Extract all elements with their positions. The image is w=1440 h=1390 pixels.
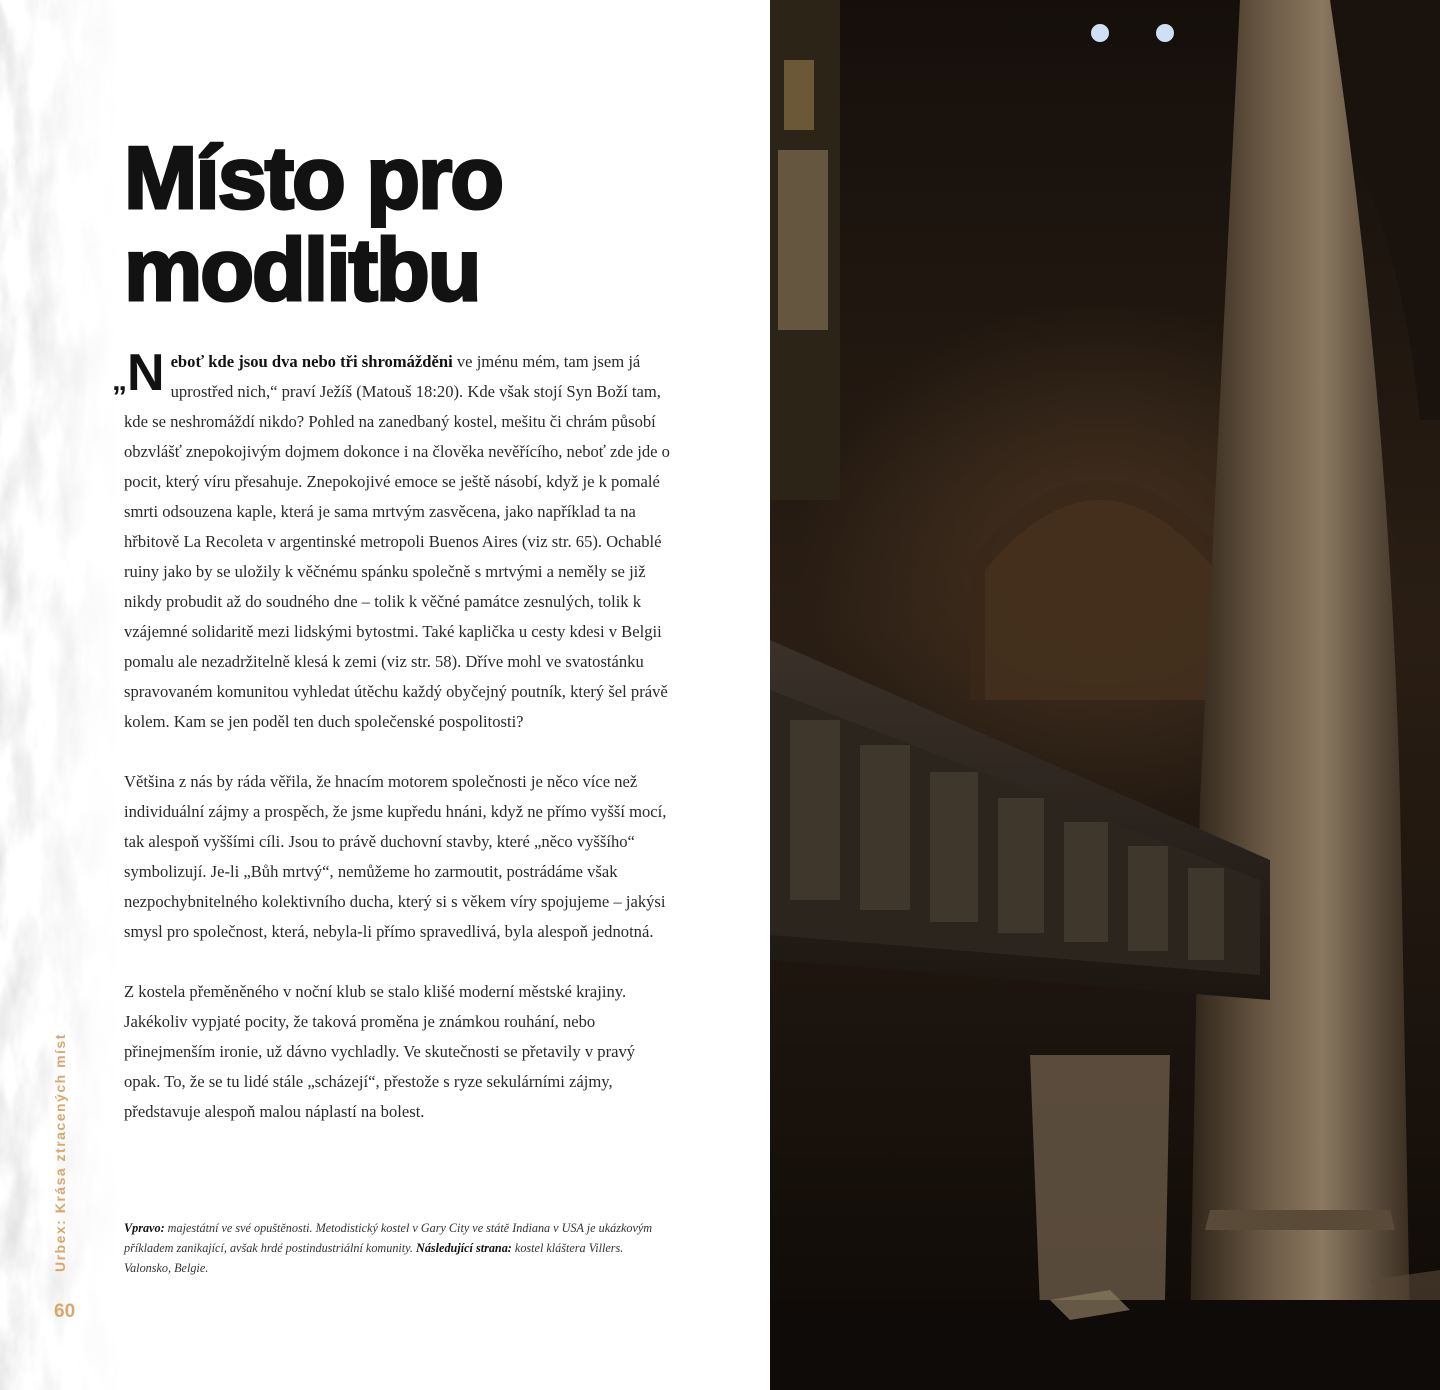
page-title <box>124 128 724 319</box>
caption-text-next: kostel kláštera Villers. Valonsko, Belgie. <box>124 1241 624 1275</box>
drop-cap <box>112 344 165 404</box>
drop-cap-letter: N <box>127 344 165 402</box>
caption-text-right: majestátní ve své opuštěnosti. Metodistický kostel v Gary City ve státě Indiana v USA je ukázkovým příkladem zanikající, avšak hrdé postindustriální komunity. <box>124 1221 653 1255</box>
opening-quote: „ <box>112 364 127 397</box>
caption-label-next: Následující strana: <box>416 1241 512 1255</box>
paragraph-3: Z kostela přeměněného v noční klub se stalo klišé moderní městské krajiny. Jakékoliv vypjaté pocity, že taková proměna je známkou rouhání, nebo přinejmenším ironie, už dávno vychladly. Ve skutečnosti se přetavily v pravý opak. To, že se tu lidé stále „scházejí“, přestože s ryze sekulárními zájmy, představuje alespoň malou náplastí na bolest. <box>124 982 636 1121</box>
caption-label-right: Vpravo: <box>124 1221 165 1235</box>
paragraph-2: Většina z nás by ráda věřila, že hnacím motorem společnosti je něco více než individuální zájmy a prospěch, že jsme kupředu hnáni, když ne přímo vyšší mocí, tak alespoň vyššími cíli. Jsou to právě duchovní stavby, které „něco vyššího“ symbolizují. Je-li „Bůh mrtvý“, nemůžeme ho zarmoutit, postrádáme však nezpochybnitelného kolektivního ducha, který si s věkem víry spojujeme – jakýsi smysl pro společnost, která, nebyla-li přímo spravedlivá, byla alespoň jednotná. <box>124 772 667 941</box>
church-photo <box>770 0 1440 1390</box>
article-body <box>112 344 672 1157</box>
intro-paragraph <box>112 344 672 737</box>
intro-text: ve jménu mém, tam jsem já uprostřed nich,“ praví Ježíš (Matouš 18:20). Kde však stojí Syn Boží tam, kde se neshromáždí nikdo? Pohled na zanedbaný kostel, mešitu či chrám působí obzvlášť znepokojivým dojmem dokonce i na člověka nevěřícího, neboť zde jde o pocit, který víru přesahuje. Znepokojivé emoce se ještě násobí, když je k pomalé smrti odsouzena kaple, která je sama mrtvým zasvěcena, jako například ta na hřbitově La Recoleta v argentinské metropoli Buenos Aires (viz str. 65). Ochablé ruiny jako by se uložily k věčnému spánku společně s mrtvými a neměly se již nikdy probudit až do soudného dne – tolik k věčné památce zesnulých, tolik k vzájemné solidaritě mezi lidskými bytostmi. Také kaplička u cesty kdesi v Belgii pomalu ale nezadržitelně klesá k zemi (viz str. 58). Dříve mohl ve svatostánku spravovaném komunitou vyhledat útěchu každý obyčejný poutník, který šel právě kolem. Kam se jen poděl ten duch společenské pospolitosti? <box>124 352 670 731</box>
church-interior-image <box>770 0 1440 1390</box>
photo-caption <box>124 1218 664 1278</box>
lead-in: eboť kde jsou dva nebo tři shromážděni <box>170 352 453 371</box>
book-title-sidebar: Urbex: Krása ztracených míst <box>52 1033 68 1272</box>
title-line-1: Místo pro <box>124 128 502 227</box>
page-number: 60 <box>54 1301 76 1322</box>
title-line-2: modlitbu <box>124 220 480 319</box>
